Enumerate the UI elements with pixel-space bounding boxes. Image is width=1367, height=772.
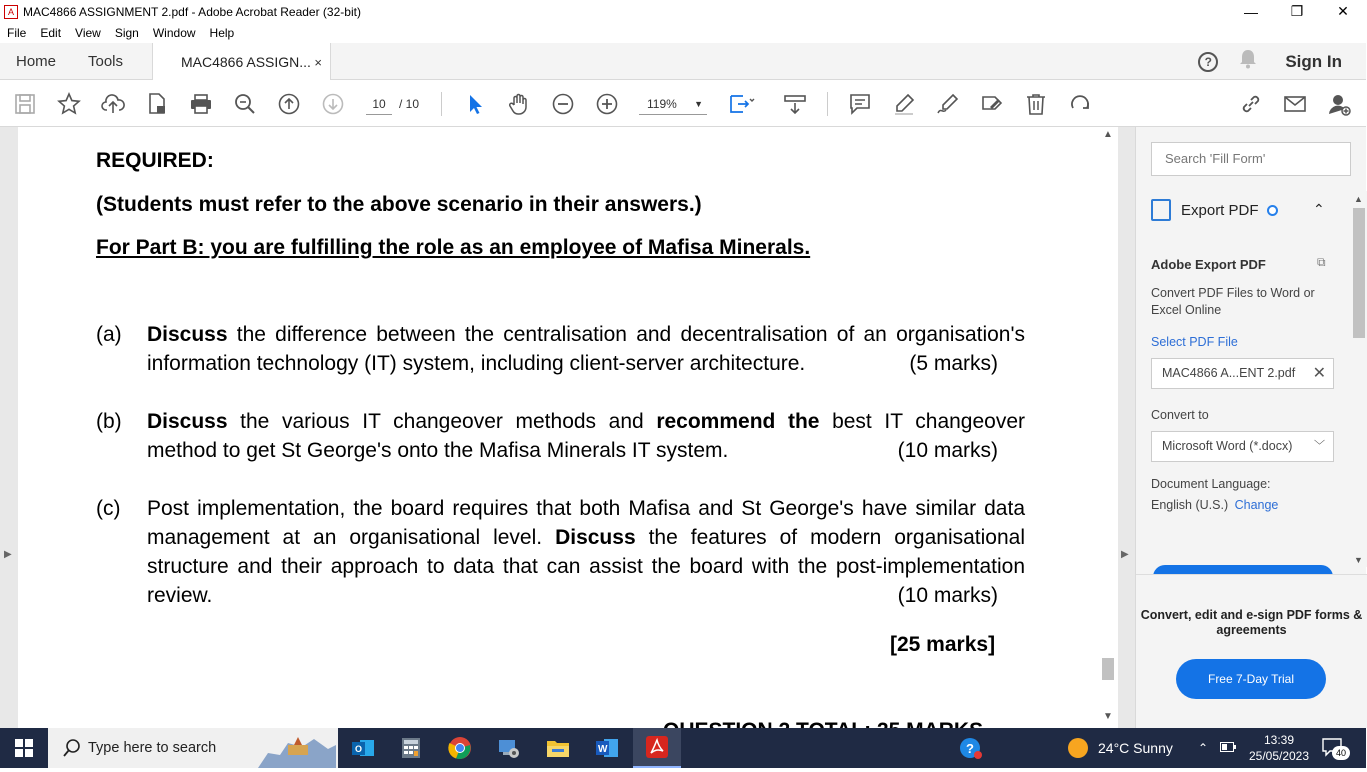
scrollbar-thumb[interactable]	[1353, 208, 1365, 338]
menu-edit[interactable]: Edit	[40, 26, 62, 40]
collapse-icon[interactable]: ⌃	[1313, 201, 1325, 217]
upload-icon[interactable]	[100, 91, 126, 117]
title-bar	[0, 0, 1366, 23]
notification-bell-icon[interactable]	[1239, 49, 1257, 74]
question-marks: (5 marks)	[909, 352, 998, 375]
comment-icon[interactable]	[847, 91, 873, 117]
scrollbar-thumb[interactable]	[1102, 658, 1114, 680]
question-marks: (10 marks)	[897, 439, 998, 462]
window-controls	[1228, 0, 1366, 23]
export-pdf-icon	[1151, 199, 1171, 221]
taskbar	[0, 728, 1366, 768]
sign-icon[interactable]	[935, 91, 961, 117]
pdf-page	[18, 127, 1098, 728]
start-button[interactable]	[0, 728, 48, 768]
zoom-in-icon[interactable]	[594, 91, 620, 117]
tab-bar	[0, 43, 1366, 80]
tab-tools[interactable]: Tools	[88, 53, 124, 70]
menu-help[interactable]: Help	[209, 26, 235, 40]
acrobat-app-icon[interactable]	[633, 728, 681, 768]
menu-sign[interactable]: Sign	[114, 26, 139, 40]
promo-area	[1136, 574, 1367, 728]
tab-home[interactable]: Home	[16, 53, 57, 70]
control-panel-app-icon[interactable]	[485, 728, 533, 768]
panel-scrollbar[interactable]	[1350, 191, 1367, 567]
scroll-down-icon[interactable]: ▼	[1354, 555, 1363, 565]
close-window-button[interactable]: ✕	[1337, 3, 1349, 19]
tab-document[interactable]	[152, 43, 331, 81]
format-select[interactable]	[1151, 431, 1334, 462]
page-down-icon[interactable]	[320, 91, 346, 117]
email-icon[interactable]	[1282, 91, 1308, 117]
window-title: MAC4866 ASSIGNMENT 2.pdf - Adobe Acrobat Reader (32-bit)	[23, 4, 361, 19]
zoom-search-icon[interactable]	[232, 91, 258, 117]
free-trial-button[interactable]: Free 7-Day Trial	[1176, 659, 1326, 699]
help-tips-icon[interactable]	[947, 728, 995, 768]
outlook-app-icon[interactable]	[339, 728, 387, 768]
clear-file-icon[interactable]: ✕	[1312, 365, 1326, 382]
restore-button[interactable]: ❐	[1290, 3, 1304, 19]
bookmark-star-icon[interactable]	[56, 91, 82, 117]
highlight-icon[interactable]	[891, 91, 917, 117]
tab-bar-right	[1198, 43, 1366, 80]
scroll-mode-icon[interactable]	[782, 91, 808, 117]
chevron-up-icon[interactable]: ⌃	[1198, 741, 1209, 755]
export-pdf-header[interactable]	[1151, 199, 1278, 221]
question-body: Discuss the various IT changeover methods and recommend the best IT changeover method to get St George's onto the Mafisa Minerals IT system.	[147, 410, 1026, 462]
students-note: (Students must refer to the above scenario in their answers.)	[96, 193, 702, 216]
svg-text:W: W	[598, 744, 608, 755]
battery-icon[interactable]	[1220, 741, 1236, 755]
document-language	[1151, 498, 1278, 512]
system-tray	[1198, 728, 1236, 768]
add-user-icon[interactable]	[1326, 91, 1352, 117]
clock-time: 13:39	[1263, 733, 1295, 747]
hand-icon[interactable]	[506, 91, 532, 117]
select-pdf-file-link[interactable]: Select PDF File	[1151, 335, 1238, 349]
question-label: (c)	[96, 497, 121, 520]
help-icon[interactable]: ?	[1198, 52, 1218, 72]
left-panel-toggle-icon[interactable]: ▶	[4, 549, 12, 560]
adobe-export-title: Adobe Export PDF	[1151, 257, 1266, 272]
required-heading: REQUIRED:	[96, 149, 214, 172]
document-scrollbar[interactable]	[1098, 127, 1118, 728]
question-body: Post implementation, the board requires that both Mafisa and St George's have similar data management at an organisational level. Discuss the features of modern organisational structure and their approach to data that can assist the board with the post-implementation review.	[147, 497, 1026, 607]
menu-window[interactable]: Window	[152, 26, 196, 40]
question-body: Discuss the difference between the centralisation and decentralisation of an organisation's information technology (IT) system, including client-server architecture.	[147, 323, 1025, 375]
file-name: MAC4866 A...ENT 2.pdf	[1162, 366, 1296, 380]
zoom-value: 119%	[647, 97, 677, 111]
notification-center[interactable]	[1322, 738, 1348, 758]
promo-text: Convert, edit and e-sign PDF forms & agreements	[1140, 608, 1363, 637]
info-dot-icon	[1267, 205, 1278, 216]
toolbar-divider	[827, 92, 828, 116]
document-area	[0, 127, 1135, 728]
fit-page-icon[interactable]	[727, 91, 753, 117]
menu-file[interactable]: File	[7, 26, 27, 40]
weather-text: 24°C Sunny	[1098, 740, 1173, 756]
page-total: / 10	[399, 97, 420, 111]
weather-widget[interactable]	[1068, 728, 1173, 768]
search-highlight-image	[258, 731, 336, 768]
copy-icon[interactable]: ⧉	[1317, 255, 1326, 269]
toolbar	[0, 80, 1366, 127]
export-pdf-label: Export PDF	[1181, 201, 1259, 219]
scroll-up-icon[interactable]: ▲	[1354, 194, 1363, 204]
acrobat-app-icon: A	[4, 5, 18, 19]
question-marks: (10 marks)	[897, 584, 998, 607]
print-icon[interactable]	[188, 91, 214, 117]
taskbar-search-input[interactable]	[48, 728, 338, 768]
notification-badge: 40	[1332, 746, 1350, 760]
page-number-input[interactable]: 10	[366, 93, 392, 115]
document-language-label: Document Language:	[1151, 477, 1271, 491]
scroll-down-icon[interactable]: ▼	[1103, 711, 1113, 722]
convert-to-label: Convert to	[1151, 408, 1209, 422]
right-tools-panel	[1135, 127, 1366, 728]
question-label: (a)	[96, 323, 122, 346]
minimize-button[interactable]: —	[1244, 3, 1258, 20]
menu-bar	[0, 23, 1366, 43]
sun-icon	[1068, 738, 1088, 758]
chrome-app-icon[interactable]	[436, 728, 484, 768]
question-label: (b)	[96, 410, 122, 433]
fill-form-search-input[interactable]: Search 'Fill Form'	[1151, 142, 1351, 176]
system-clock[interactable]	[1247, 732, 1311, 764]
chevron-down-icon: ▼	[694, 99, 703, 109]
save-icon[interactable]	[12, 91, 38, 117]
file-explorer-app-icon[interactable]	[534, 728, 582, 768]
total-marks: [25 marks]	[890, 633, 996, 656]
tab-document-label: MAC4866 ASSIGN...	[181, 54, 311, 70]
file-lock-icon[interactable]	[144, 91, 170, 117]
clock-date: 25/05/2023	[1248, 749, 1310, 763]
language-value: English (U.S.)	[1151, 498, 1229, 512]
close-tab-icon[interactable]: ×	[314, 54, 322, 70]
stamp-icon[interactable]	[979, 91, 1005, 117]
page-up-icon[interactable]	[276, 91, 302, 117]
calculator-app-icon[interactable]	[387, 728, 435, 768]
chevron-down-icon: ﹀	[1314, 440, 1325, 452]
word-app-icon[interactable]	[583, 728, 631, 768]
part-b-heading: For Part B: you are fulfilling the role as an employee of Mafisa Minerals.	[96, 236, 811, 259]
link-icon[interactable]	[1238, 91, 1264, 117]
svg-text:?: ?	[966, 741, 974, 756]
delete-icon[interactable]	[1023, 91, 1049, 117]
change-language-link[interactable]: Change	[1234, 498, 1279, 512]
zoom-select[interactable]	[639, 93, 707, 115]
export-description: Convert PDF Files to Word or Excel Online	[1151, 286, 1315, 317]
toolbar-divider	[441, 92, 442, 116]
menu-view[interactable]: View	[75, 26, 101, 40]
format-value: Microsoft Word (*.docx)	[1162, 439, 1293, 453]
select-cursor-icon[interactable]	[462, 91, 488, 117]
sign-in-button[interactable]: Sign In	[1285, 51, 1342, 71]
rotate-icon[interactable]	[1067, 91, 1093, 117]
selected-file-field[interactable]	[1151, 358, 1334, 389]
scroll-up-icon[interactable]: ▲	[1103, 129, 1113, 140]
zoom-out-icon[interactable]	[550, 91, 576, 117]
svg-text:O: O	[355, 744, 363, 754]
windows-logo-icon	[15, 739, 33, 757]
search-placeholder: Type here to search	[88, 740, 217, 756]
right-panel-toggle-icon[interactable]: ▶	[1121, 549, 1129, 560]
search-icon	[62, 738, 82, 762]
